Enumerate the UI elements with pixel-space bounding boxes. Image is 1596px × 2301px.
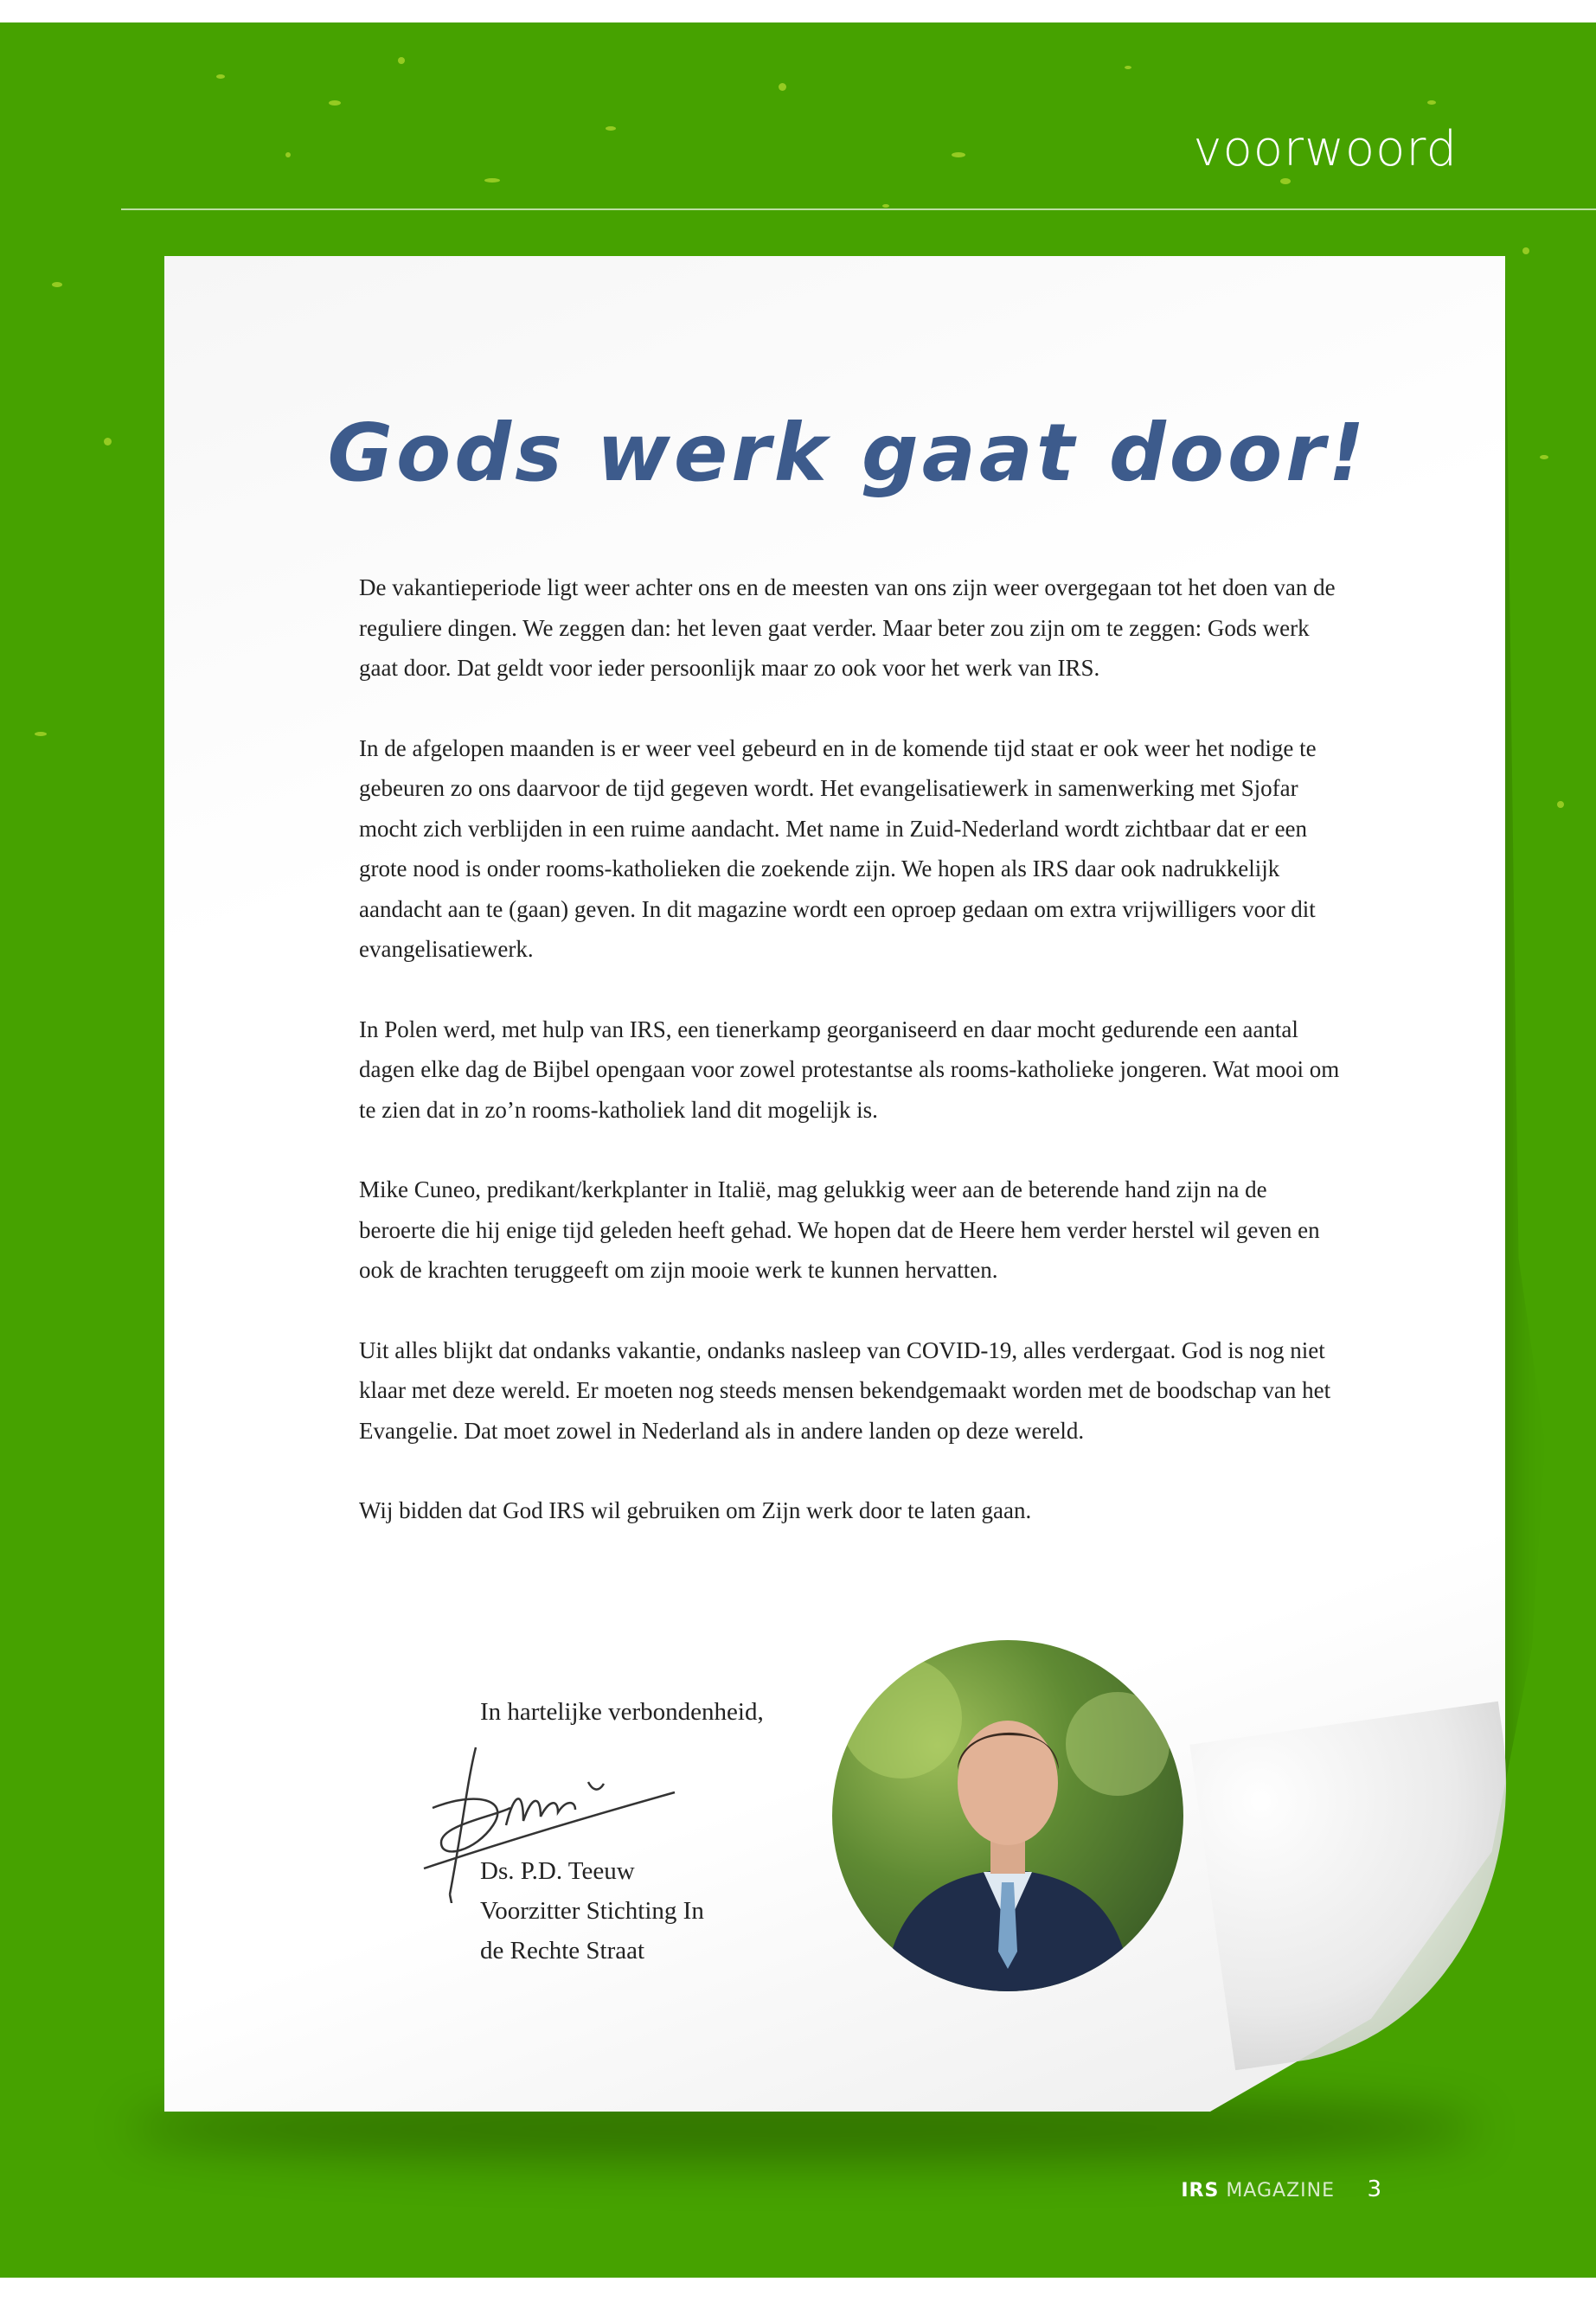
paragraph: De vakantieperiode ligt weer achter ons en de meesten van ons zijn weer overgegaan tot het doen van de reguliere dingen. We zeggen dan: het leven gaat verder. Maar beter zou zijn om te zeggen: Gods werk gaat door. Dat geldt voor ieder persoonlijk maar zo ook voor het werk van IRS. [359,574,1336,681]
signer-role-line2: de Rechte Straat [480,1937,645,1965]
signer-block [480,1851,704,1971]
signer-name: Ds. P.D. Teeuw [480,1857,635,1885]
author-portrait [832,1640,1183,1991]
paragraph: Mike Cuneo, predikant/kerkplanter in Italië, mag gelukkig weer aan de beterende hand zijn na de beroerte die hij enige tijd geleden heeft gehad. We hopen dat de Heere hem verder herstel wil geven en ook de krachten teruggeeft om zijn mooie werk te kunnen hervatten. [359,1176,1320,1283]
paragraph: In Polen werd, met hulp van IRS, een tienerkamp georganiseerd en daar mocht gedurende een aantal dagen elke dag de Bijbel opengaan voor zowel protestantse als rooms-katholieke jongeren. Wat mooi om te zien dat in zo’n rooms-katholiek land dit mogelijk is. [359,1016,1340,1123]
signer-role: Voorzitter Stichting In [480,1897,704,1925]
closing-greeting: In hartelijke verbondenheid, [480,1698,764,1726]
article-body [359,567,1345,1571]
section-title: voorwoord [1193,121,1458,177]
paragraph: Wij bidden dat God IRS wil gebruiken om Zijn werk door te laten gaan. [359,1497,1032,1523]
magazine-brand [1181,2180,1381,2202]
brand-name: IRS [1181,2180,1220,2202]
paragraph: In de afgelopen maanden is er weer veel gebeurd en in de komende tijd staat er ook weer het nodige te gebeuren zo ons daarvoor de tijd gegeven wordt. Het evangelisatiewerk in samenwerking met Sjofar mocht zich verblijden in een ruime aandacht. Met name in Zuid-Nederland wordt zichtbaar dat er een grote nood is onder rooms-katholieken die zoekende zijn. We hopen als IRS daar ook nadrukkelijk aandacht aan te (gaan) geven. In dit magazine wordt een oproep gedaan om extra vrijwilligers voor dit evangelisatiewerk. [359,734,1317,962]
header-divider [121,208,1596,210]
paragraph: Uit alles blijkt dat ondanks vakantie, ondanks nasleep van COVID-19, alles verdergaat. God is nog niet klaar met deze wereld. Er moeten nog steeds mensen bekendgemaakt worden met de boodschap van het Evangelie. Dat moet zowel in Nederland als in andere landen op deze wereld. [359,1336,1331,1444]
article-title: Gods werk gaat door! [327,407,1368,499]
brand-magazine: MAGAZINE [1226,2180,1335,2202]
page-number: 3 [1367,2176,1381,2202]
